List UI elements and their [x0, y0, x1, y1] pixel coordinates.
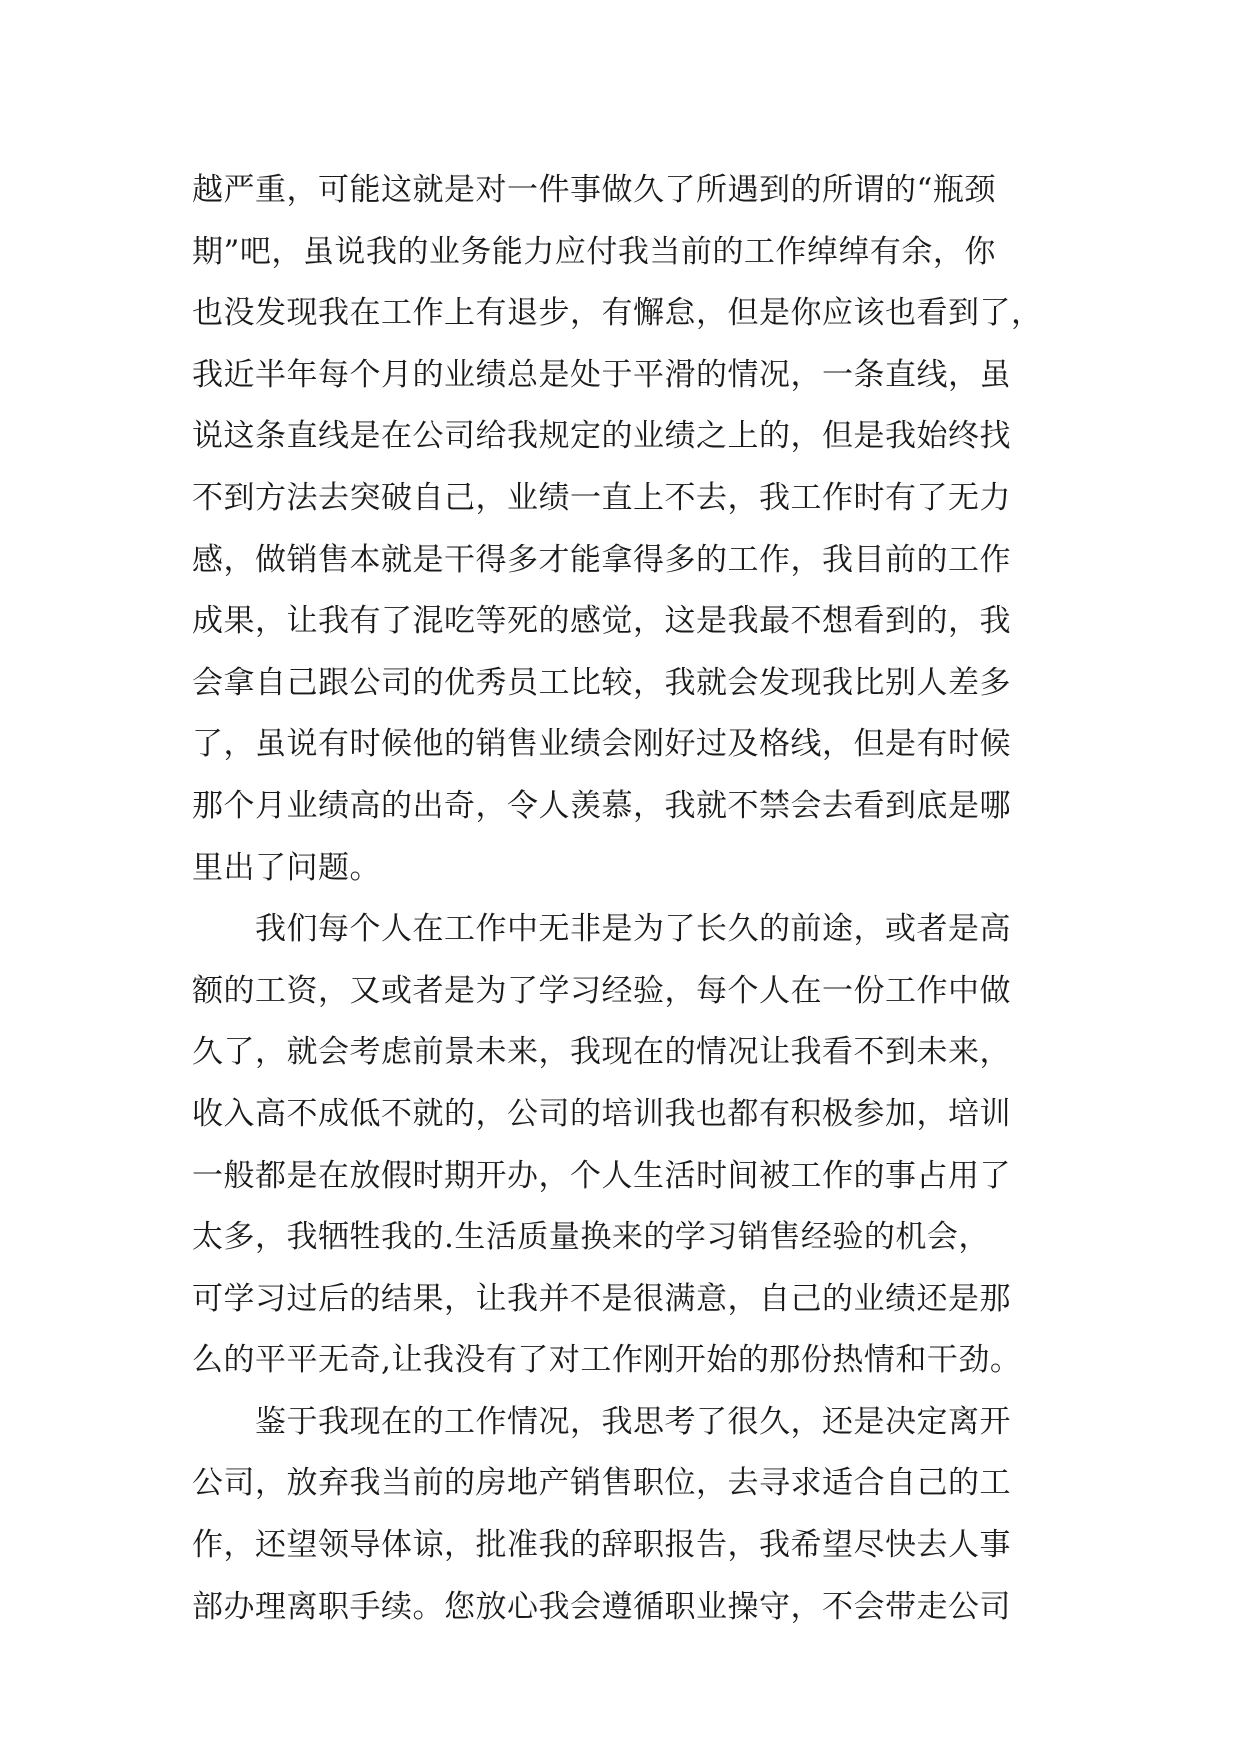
text-line: 说这条直线是在公司给我规定的业绩之上的，但是我始终找: [192, 418, 1011, 455]
text-line: 也没发现我在工作上有退步，有懈怠，但是你应该也看到了，: [192, 295, 1043, 332]
text-line: 么的平平无奇,让我没有了对工作刚开始的那份热情和干劲。: [192, 1342, 1022, 1379]
text-line: 公司，放弃我当前的房地产销售职位，去寻求适合自己的工: [192, 1465, 1011, 1502]
text-line: 会拿自己跟公司的优秀员工比较，我就会发现我比别人差多: [192, 664, 1011, 701]
text-line: 那个月业绩高的出奇，令人羡慕，我就不禁会去看到底是哪: [192, 787, 1011, 824]
text-line: 额的工资，又或者是为了学习经验，每个人在一份工作中做: [192, 972, 1011, 1009]
text-line: 可学习过后的结果，让我并不是很满意，自己的业绩还是那: [192, 1280, 1011, 1317]
text-line: 越严重，可能这就是对一件事做久了所遇到的所谓的“瓶颈: [192, 172, 996, 208]
text-line: 里出了问题。: [192, 849, 381, 886]
text-line: 我们每个人在工作中无非是为了长久的前途，或者是高: [192, 911, 1011, 948]
text-line: 一般都是在放假时期开办，个人生活时间被工作的事占用了: [192, 1157, 1011, 1194]
text-line: 感，做销售本就是干得多才能拿得多的工作，我目前的工作: [192, 541, 1011, 578]
text-line: 部办理离职手续。您放心我会遵循职业操守，不会带走公司: [192, 1588, 1011, 1625]
text-line: 期”吧，虽说我的业务能力应付我当前的工作绰绰有余，你: [192, 233, 996, 270]
text-line: 作，还望领导体谅，批准我的辞职报告，我希望尽快去人事: [192, 1527, 1011, 1564]
text-line: 了，虽说有时候他的销售业绩会刚好过及格线，但是有时候: [192, 726, 1011, 763]
text-line: 太多，我牺牲我的.生活质量换来的学习销售经验的机会，: [192, 1219, 990, 1256]
text-line: 我近半年每个月的业绩总是处于平滑的情况，一条直线，虽: [192, 356, 1011, 393]
text-line: 收入高不成低不就的，公司的培训我也都有积极参加，培训: [192, 1095, 1011, 1132]
text-line: 鉴于我现在的工作情况，我思考了很久，还是决定离开: [192, 1403, 1011, 1440]
text-line: 成果，让我有了混吃等死的感觉，这是我最不想看到的，我: [192, 603, 1011, 640]
text-line: 不到方法去突破自己，业绩一直上不去，我工作时有了无力: [192, 479, 1011, 516]
document-body: [192, 160, 1052, 1638]
text-line: 久了，就会考虑前景未来，我现在的情况让我看不到未来，: [192, 1034, 1011, 1071]
